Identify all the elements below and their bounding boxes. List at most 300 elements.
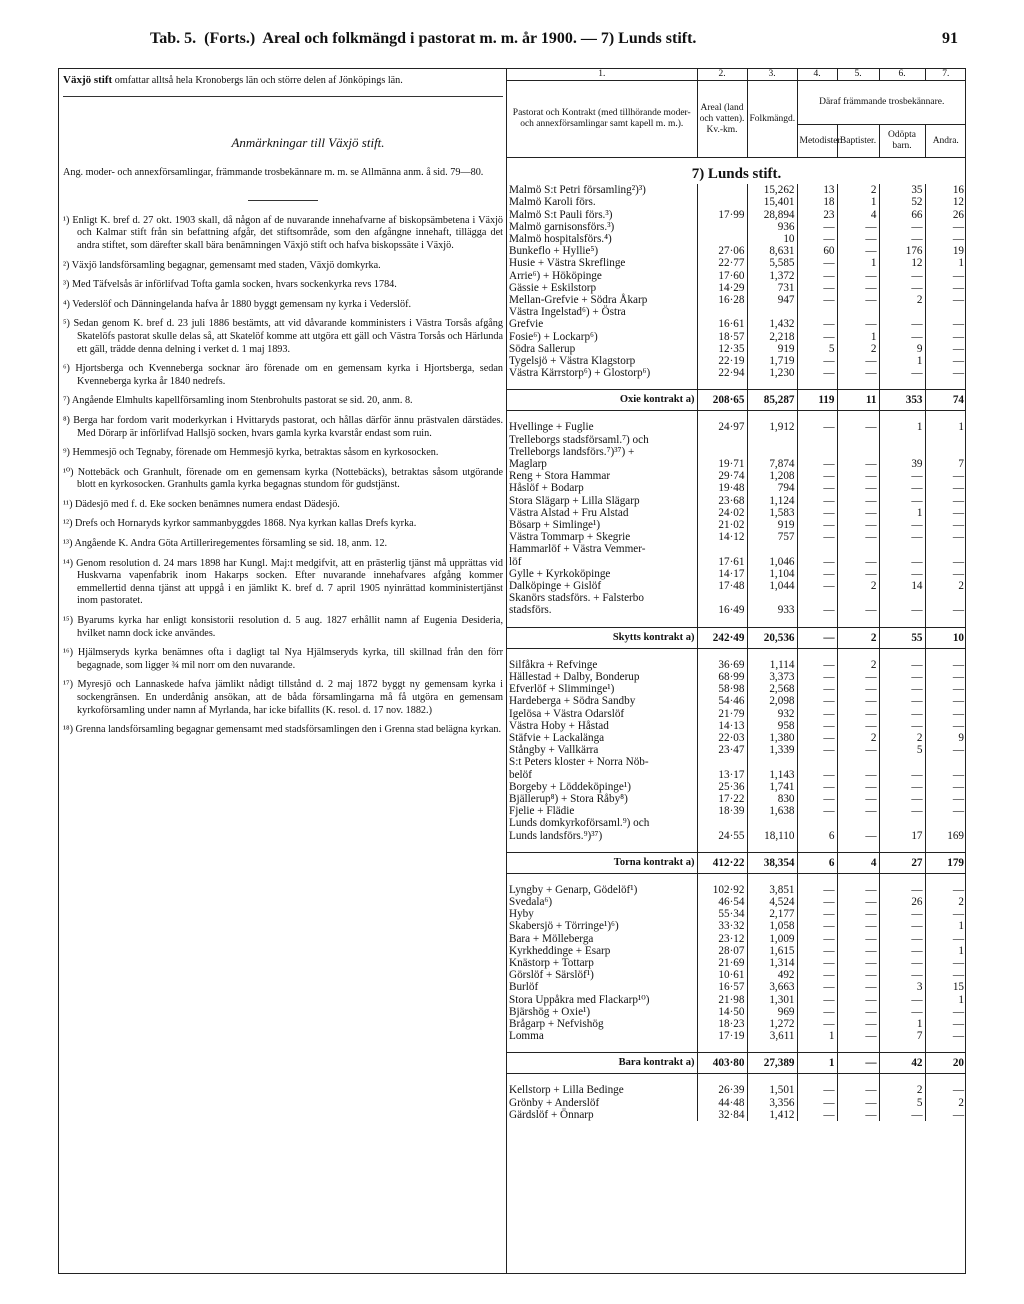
table-row <box>507 732 966 744</box>
cell-value: — <box>837 720 879 732</box>
cell-pastorat: Malmö S:t Pauli förs.³) <box>507 209 697 221</box>
footnote-list <box>63 215 503 737</box>
cell-value: — <box>879 969 925 981</box>
cell-value: — <box>797 659 837 671</box>
stift-intro <box>63 74 503 88</box>
table-row <box>507 969 966 981</box>
cell-pastorat: Bara + Mölleberga <box>507 933 697 945</box>
table-row <box>507 318 966 330</box>
table-row <box>507 708 966 720</box>
spacer-cell <box>747 411 797 422</box>
cell-value <box>925 756 966 768</box>
spacer-cell <box>879 1074 925 1085</box>
cell-value <box>697 543 747 555</box>
cell-pastorat: Hvellinge + Fuglie <box>507 421 697 433</box>
footnote: ⁵) Sedan genom K. bref d. 23 juli 1886 bestämts, att vid dåvarande komministers i Västra Torsås afgång Skatelöfs pastorat skulle delas så, att Skatelöf komme att utgöra ett gäll och Västra Torsås och Härlunda ett gäll, trädde denna delning i verket d. 1 maj 1893. <box>63 318 503 355</box>
stift-intro-text: omfattar alltså hela Kronobergs län och större delen af Jönköpings län. <box>114 75 403 86</box>
cell-value: — <box>797 604 837 616</box>
cell-value: — <box>797 884 837 896</box>
table-body <box>507 158 966 1121</box>
cell-value: — <box>837 969 879 981</box>
cell-value: — <box>952 1108 964 1121</box>
table-row <box>507 592 966 604</box>
table-row <box>507 884 966 896</box>
cell-value <box>797 306 837 318</box>
cell-value: — <box>797 556 837 568</box>
cell-value: 933 <box>747 604 797 616</box>
table-row <box>507 744 966 756</box>
cell-value <box>747 306 797 318</box>
cell-value: 22·03 <box>697 732 747 744</box>
cell-value: 492 <box>747 969 797 981</box>
spacer-cell <box>879 411 925 422</box>
cell-value: — <box>797 744 837 756</box>
cell-pastorat: Skanörs stadsförs. + Falsterbo <box>507 592 697 604</box>
header-group: Däraf främmande trosbekännare. <box>797 81 966 125</box>
cell-value: 1,501 <box>747 1084 797 1096</box>
table-row <box>507 659 966 671</box>
cell-value: — <box>837 793 879 805</box>
cell-value: 1,301 <box>747 994 797 1006</box>
cell-value: — <box>952 567 964 580</box>
cell-value: — <box>879 531 925 543</box>
cell-pastorat: Dalköpinge + Gislöf <box>507 580 697 592</box>
cell-pastorat: Maglarp <box>507 458 697 470</box>
cell-value <box>797 817 837 829</box>
cell-value: — <box>837 470 879 482</box>
cell-value: 9 <box>958 731 964 744</box>
cell-value: — <box>837 884 879 896</box>
cell-value: 1 <box>958 944 964 957</box>
cell-value: 28,894 <box>747 209 797 221</box>
cell-pastorat: S:t Peters kloster + Norra Nöb- <box>507 756 697 768</box>
footnote: ⁸) Berga har fordom varit moderkyrkan i Hvittaryds pastorat, och hållas därför ännu prästvalen därstädes. Med Dörarp är införlifvad Hallsjö socken, hvars gamla kyrka kvarstår endast som ruin. <box>63 414 503 439</box>
cell-pastorat: Silfåkra + Refvinge <box>507 659 697 671</box>
cell-value: 17·19 <box>697 1030 747 1042</box>
cell-value: — <box>952 670 964 683</box>
cell-value: 936 <box>747 221 797 233</box>
spacer-row <box>507 873 966 884</box>
cell-value: 1,615 <box>747 945 797 957</box>
cell-pastorat: Hällestad + Dalby, Bonderup <box>507 671 697 683</box>
cell-value: 1 <box>837 331 879 343</box>
cell-value: — <box>952 318 964 331</box>
table-row <box>507 933 966 945</box>
cell-value: — <box>879 781 925 793</box>
cell-value: — <box>952 367 964 380</box>
cell-value <box>925 434 966 446</box>
cell-pastorat: Bjällerup⁸) + Stora Råby⁸) <box>507 793 697 805</box>
cell-value: — <box>797 470 837 482</box>
cell-pastorat: Fosie⁶) + Lockarp⁶) <box>507 331 697 343</box>
cell-value: — <box>837 1097 879 1109</box>
cell-value: — <box>797 355 837 367</box>
cell-value: 1,583 <box>747 507 797 519</box>
table-row <box>507 830 966 842</box>
footnote: ¹⁷) Myresjö och Lannaskede hafva jämlikt nådigt tillstånd d. 2 maj 1872 byggt ny gemensam kyrka i sockengränsen. En underdånig ansökan, att de båda församlingarna må få utgöra en gemensam kyrkoförsamling under namn af Myrlanda, har icke bifallits (K. resol. d. 17 nov. 1882.) <box>63 679 503 716</box>
cell-value: — <box>879 282 925 294</box>
table-row <box>507 184 966 196</box>
cell-value: — <box>797 969 837 981</box>
cell-value: — <box>837 282 879 294</box>
cell-value: 26 <box>952 208 964 221</box>
cell-value: — <box>952 494 964 507</box>
cell-value: — <box>797 957 837 969</box>
cell-value: 1 <box>958 920 964 933</box>
cell-pastorat: Malmö Karoli förs. <box>507 196 697 208</box>
table-row <box>507 945 966 957</box>
cell-value: — <box>797 482 837 494</box>
cell-pastorat: Malmö hospitalsförs.⁴) <box>507 233 697 245</box>
cell-value: 66 <box>879 209 925 221</box>
cell-value: 794 <box>747 482 797 494</box>
cell-pastorat: Hammarlöf + Västra Vemmer- <box>507 543 697 555</box>
cell-value: 1,143 <box>747 769 797 781</box>
spacer-cell <box>879 617 925 628</box>
cell-value: — <box>879 1006 925 1018</box>
cell-value: 39 <box>879 458 925 470</box>
cell-value: — <box>879 270 925 282</box>
cell-value <box>747 446 797 458</box>
cell-value: — <box>879 933 925 945</box>
cell-value: 1,104 <box>747 568 797 580</box>
spacer-cell <box>837 842 879 853</box>
spacer-cell <box>879 1042 925 1053</box>
cell-pastorat: Västra Kärrstorp⁶) + Glostorp⁶) <box>507 367 697 379</box>
cell-value: — <box>952 695 964 708</box>
contract-total-row <box>507 852 966 873</box>
cell-value: 969 <box>747 1006 797 1018</box>
cell-value: — <box>952 707 964 720</box>
cell-pastorat: Västra Alstad + Fru Alstad <box>507 507 697 519</box>
cell-value: — <box>797 781 837 793</box>
spacer-cell <box>507 379 697 390</box>
cell-value: 74 <box>925 390 966 411</box>
cell-value: 10 <box>925 627 966 648</box>
cell-value: — <box>952 792 964 805</box>
cell-value: — <box>797 1097 837 1109</box>
cell-pastorat: Igelösa + Västra Odarslöf <box>507 708 697 720</box>
cell-value: — <box>837 830 879 842</box>
cell-pastorat: Gärdslöf + Önnarp <box>507 1109 697 1121</box>
cell-value: — <box>797 421 837 433</box>
cell-value <box>925 592 966 604</box>
cell-value: 55 <box>879 627 925 648</box>
cell-value: 7 <box>958 458 964 471</box>
spacer-cell <box>925 1042 966 1053</box>
cell-value: — <box>797 367 837 379</box>
table-row <box>507 805 966 817</box>
cell-value: — <box>837 568 879 580</box>
cell-value <box>925 817 966 829</box>
cell-value: — <box>797 908 837 920</box>
cell-value: — <box>837 604 879 616</box>
cell-value: — <box>837 1018 879 1030</box>
spacer-cell <box>837 873 879 884</box>
cell-value: 22·94 <box>697 367 747 379</box>
cell-value: — <box>879 556 925 568</box>
cell-value: 42 <box>879 1053 925 1074</box>
cell-value: — <box>879 769 925 781</box>
spacer-cell <box>925 1074 966 1085</box>
footnote: ¹⁰) Nottebäck och Granhult, förenade om en gemensam kyrka (Nottebäcks), betraktas såsom utgörande blott en kyrkosocken. Granhults gamla kyrka begagnas stundom för gudstjänst. <box>63 466 503 491</box>
spacer-cell <box>797 617 837 628</box>
spacer-cell <box>879 842 925 853</box>
table-row <box>507 446 966 458</box>
cell-value: 32·84 <box>697 1109 747 1121</box>
cell-value: 1 <box>837 257 879 269</box>
notes-heading: Anmärkningar till Växjö stift. <box>231 134 385 150</box>
cell-pastorat: Stångby + Vallkärra <box>507 744 697 756</box>
cell-value: — <box>837 482 879 494</box>
colnum: 3. <box>747 68 797 81</box>
notes-column <box>63 70 503 744</box>
spacer-cell <box>507 873 697 884</box>
cell-pastorat: Gylle + Kyrkoköpinge <box>507 568 697 580</box>
cell-pastorat: Stäfvie + Lackalänga <box>507 732 697 744</box>
cell-value: 1 <box>879 355 925 367</box>
cell-value: 1,046 <box>747 556 797 568</box>
cell-value: — <box>797 671 837 683</box>
header-pastorat: Pastorat och Kontrakt (med tillhörande moder- och annexförsamlingar samt kapell m. m.). <box>507 81 697 158</box>
cell-value <box>879 306 925 318</box>
cell-value: 16·49 <box>697 604 747 616</box>
table-row <box>507 331 966 343</box>
cell-value: 58·98 <box>697 683 747 695</box>
cell-value <box>837 306 879 318</box>
spacer-row <box>507 617 966 628</box>
spacer-cell <box>837 1074 879 1085</box>
cell-value: 26 <box>879 896 925 908</box>
cell-value <box>697 233 747 245</box>
cell-value <box>879 434 925 446</box>
cell-value: 15 <box>952 981 964 994</box>
spacer-row <box>507 1074 966 1085</box>
header-metodister: Metodister. <box>797 125 837 158</box>
cell-value <box>925 306 966 318</box>
cell-value: 1 <box>958 421 964 434</box>
stift-title: 7) Lunds stift. <box>691 166 782 183</box>
cell-value <box>837 817 879 829</box>
table-row <box>507 793 966 805</box>
cell-value: 1,208 <box>747 470 797 482</box>
cell-value: 23·47 <box>697 744 747 756</box>
cell-pastorat: Södra Sallerup <box>507 343 697 355</box>
cell-value: — <box>952 744 964 757</box>
cell-value: — <box>879 884 925 896</box>
cell-value: 1 <box>837 196 879 208</box>
cell-value: 11 <box>837 390 879 411</box>
cell-value: 14·29 <box>697 282 747 294</box>
cell-pastorat: Grönby + Anderslöf <box>507 1097 697 1109</box>
cell-value: 3,373 <box>747 671 797 683</box>
cell-value: — <box>837 683 879 695</box>
cell-value: 14·17 <box>697 568 747 580</box>
cell-value: — <box>837 245 879 257</box>
cell-value: 2 <box>958 895 964 908</box>
cell-value: — <box>952 470 964 483</box>
cell-value: 1,314 <box>747 957 797 969</box>
table-row <box>507 695 966 707</box>
footnote: ¹³) Angående K. Andra Göta Artilleriregementes församling se sid. 18, anm. 12. <box>63 538 388 550</box>
cell-pastorat: Västra Tommarp + Skegrie <box>507 531 697 543</box>
cell-value <box>747 592 797 604</box>
cell-value: — <box>797 945 837 957</box>
cell-value: 36·69 <box>697 659 747 671</box>
spacer-row <box>507 842 966 853</box>
cell-value: 16·61 <box>697 318 747 330</box>
cell-pastorat: Stora Slägarp + Lilla Slägarp <box>507 495 697 507</box>
cell-value: — <box>837 1006 879 1018</box>
cell-pastorat: Bunkeflo + Hyllie⁵) <box>507 245 697 257</box>
cell-value: 1 <box>879 1018 925 1030</box>
spacer-cell <box>797 411 837 422</box>
cell-pastorat: Fjelie + Flädie <box>507 805 697 817</box>
cell-value: 38,354 <box>747 852 797 873</box>
cell-value: 17·48 <box>697 580 747 592</box>
table-row <box>507 543 966 555</box>
cell-value: 919 <box>747 343 797 355</box>
cell-value: — <box>797 981 837 993</box>
cell-value: — <box>879 805 925 817</box>
cell-value: — <box>952 908 964 921</box>
cell-value: 1,412 <box>747 1109 797 1121</box>
cell-value: 17·99 <box>697 209 747 221</box>
cell-value: 54·46 <box>697 695 747 707</box>
cell-value: 12 <box>952 196 964 209</box>
cell-value: — <box>952 342 964 355</box>
spacer-row <box>507 411 966 422</box>
cell-value: — <box>879 482 925 494</box>
cell-value: 2 <box>879 732 925 744</box>
cell-value: 5,585 <box>747 257 797 269</box>
cell-value: — <box>837 896 879 908</box>
spacer-cell <box>507 648 697 659</box>
cell-value <box>697 221 747 233</box>
cell-value <box>837 434 879 446</box>
cell-value: 16 <box>952 184 964 197</box>
cell-value: 24·97 <box>697 421 747 433</box>
cell-pastorat: Lomma <box>507 1030 697 1042</box>
header-odopta: Odöpta barn. <box>879 125 925 158</box>
cell-value: 932 <box>747 708 797 720</box>
cell-value: 1,638 <box>747 805 797 817</box>
spacer-cell <box>797 379 837 390</box>
cell-value: — <box>837 270 879 282</box>
footnote: ¹⁵) Byarums kyrka har enligt konsistorii resolution d. 5 aug. 1827 erhållit namn af Eugenia Desideria, hvilket namn dock icke användes. <box>63 615 503 639</box>
table-row <box>507 355 966 367</box>
table-row <box>507 507 966 519</box>
cell-value: 23·12 <box>697 933 747 945</box>
cell-value: 1,380 <box>747 732 797 744</box>
cell-value: — <box>837 1030 879 1042</box>
cell-pastorat: Västra Ingelstad⁶) + Östra <box>507 306 697 318</box>
cell-value: 1 <box>879 507 925 519</box>
cell-value: — <box>797 732 837 744</box>
table-row <box>507 908 966 920</box>
cell-value: 20,536 <box>747 627 797 648</box>
cell-value: — <box>952 780 964 793</box>
cell-value: 21·02 <box>697 519 747 531</box>
spacer-cell <box>797 648 837 659</box>
cell-value: 1,230 <box>747 367 797 379</box>
table-number: Tab. 5. <box>150 30 197 47</box>
cell-value: 7,874 <box>747 458 797 470</box>
table-row <box>507 470 966 482</box>
spacer-cell <box>697 617 747 628</box>
cell-value: — <box>837 781 879 793</box>
table-row <box>507 1018 966 1030</box>
cell-value: — <box>837 769 879 781</box>
cell-value: 2 <box>837 627 879 648</box>
cell-pastorat: Efverlöf + Slimminge¹) <box>507 683 697 695</box>
table-row <box>507 896 966 908</box>
notes-ang: Ang. moder- och annexförsamlingar, främmande trosbekännare m. m. se Allmänna anm. å sid. 79—80. <box>63 167 484 179</box>
cell-value: 208·65 <box>697 390 747 411</box>
cell-pastorat: Gässie + Eskilstorp <box>507 282 697 294</box>
cell-value: — <box>797 920 837 932</box>
cell-value: 1 <box>879 421 925 433</box>
cell-value: 2 <box>837 184 879 196</box>
cell-value: 731 <box>747 282 797 294</box>
cell-value: — <box>797 331 837 343</box>
cell-value <box>697 446 747 458</box>
cell-value: — <box>952 932 964 945</box>
cell-value: 25·36 <box>697 781 747 793</box>
cell-value: — <box>952 294 964 307</box>
cell-value: — <box>879 221 925 233</box>
cell-value: 21·69 <box>697 957 747 969</box>
cell-value: 958 <box>747 720 797 732</box>
table-row <box>507 282 966 294</box>
cell-value: 3 <box>879 981 925 993</box>
cell-value: — <box>797 805 837 817</box>
cell-value: 24·55 <box>697 830 747 842</box>
table-row <box>507 294 966 306</box>
cell-pastorat: Lunds domkyrkoförsaml.⁹) och <box>507 817 697 829</box>
cell-value: 5 <box>797 343 837 355</box>
cell-value: 242·49 <box>697 627 747 648</box>
cell-pastorat: Grefvie <box>507 318 697 330</box>
cell-value: — <box>837 318 879 330</box>
footnote: ⁴) Vederslöf och Dänningelanda hafva år 1880 byggt gemensam ny kyrka i Vederslöf. <box>63 298 412 310</box>
spacer-cell <box>747 617 797 628</box>
spacer-cell <box>747 1074 797 1085</box>
cell-value: 4 <box>837 852 879 873</box>
spacer-cell <box>879 648 925 659</box>
cell-value: — <box>952 1084 964 1097</box>
cell-value: — <box>879 695 925 707</box>
cell-value: 12 <box>879 257 925 269</box>
spacer-cell <box>697 842 747 853</box>
cell-value: 9 <box>879 343 925 355</box>
cell-pastorat: Knästorp + Tottarp <box>507 957 697 969</box>
cell-value: — <box>879 233 925 245</box>
cell-value: — <box>837 1053 879 1074</box>
cell-value: 1 <box>797 1030 837 1042</box>
cell-value: — <box>797 507 837 519</box>
cell-value: 102·92 <box>697 884 747 896</box>
cell-value: — <box>797 458 837 470</box>
cell-value: — <box>797 1109 837 1121</box>
cell-value: — <box>952 269 964 282</box>
cell-value: 830 <box>747 793 797 805</box>
cell-pastorat: Trelleborgs landsförs.⁷)³⁷) + <box>507 446 697 458</box>
cell-value: 2 <box>837 580 879 592</box>
footnote: ⁹) Hemmesjö och Tegnaby, förenade om Hemmesjö kyrka, betraktas såsom en kyrkosocken. <box>63 447 439 459</box>
spacer-cell <box>697 411 747 422</box>
cell-value <box>797 592 837 604</box>
